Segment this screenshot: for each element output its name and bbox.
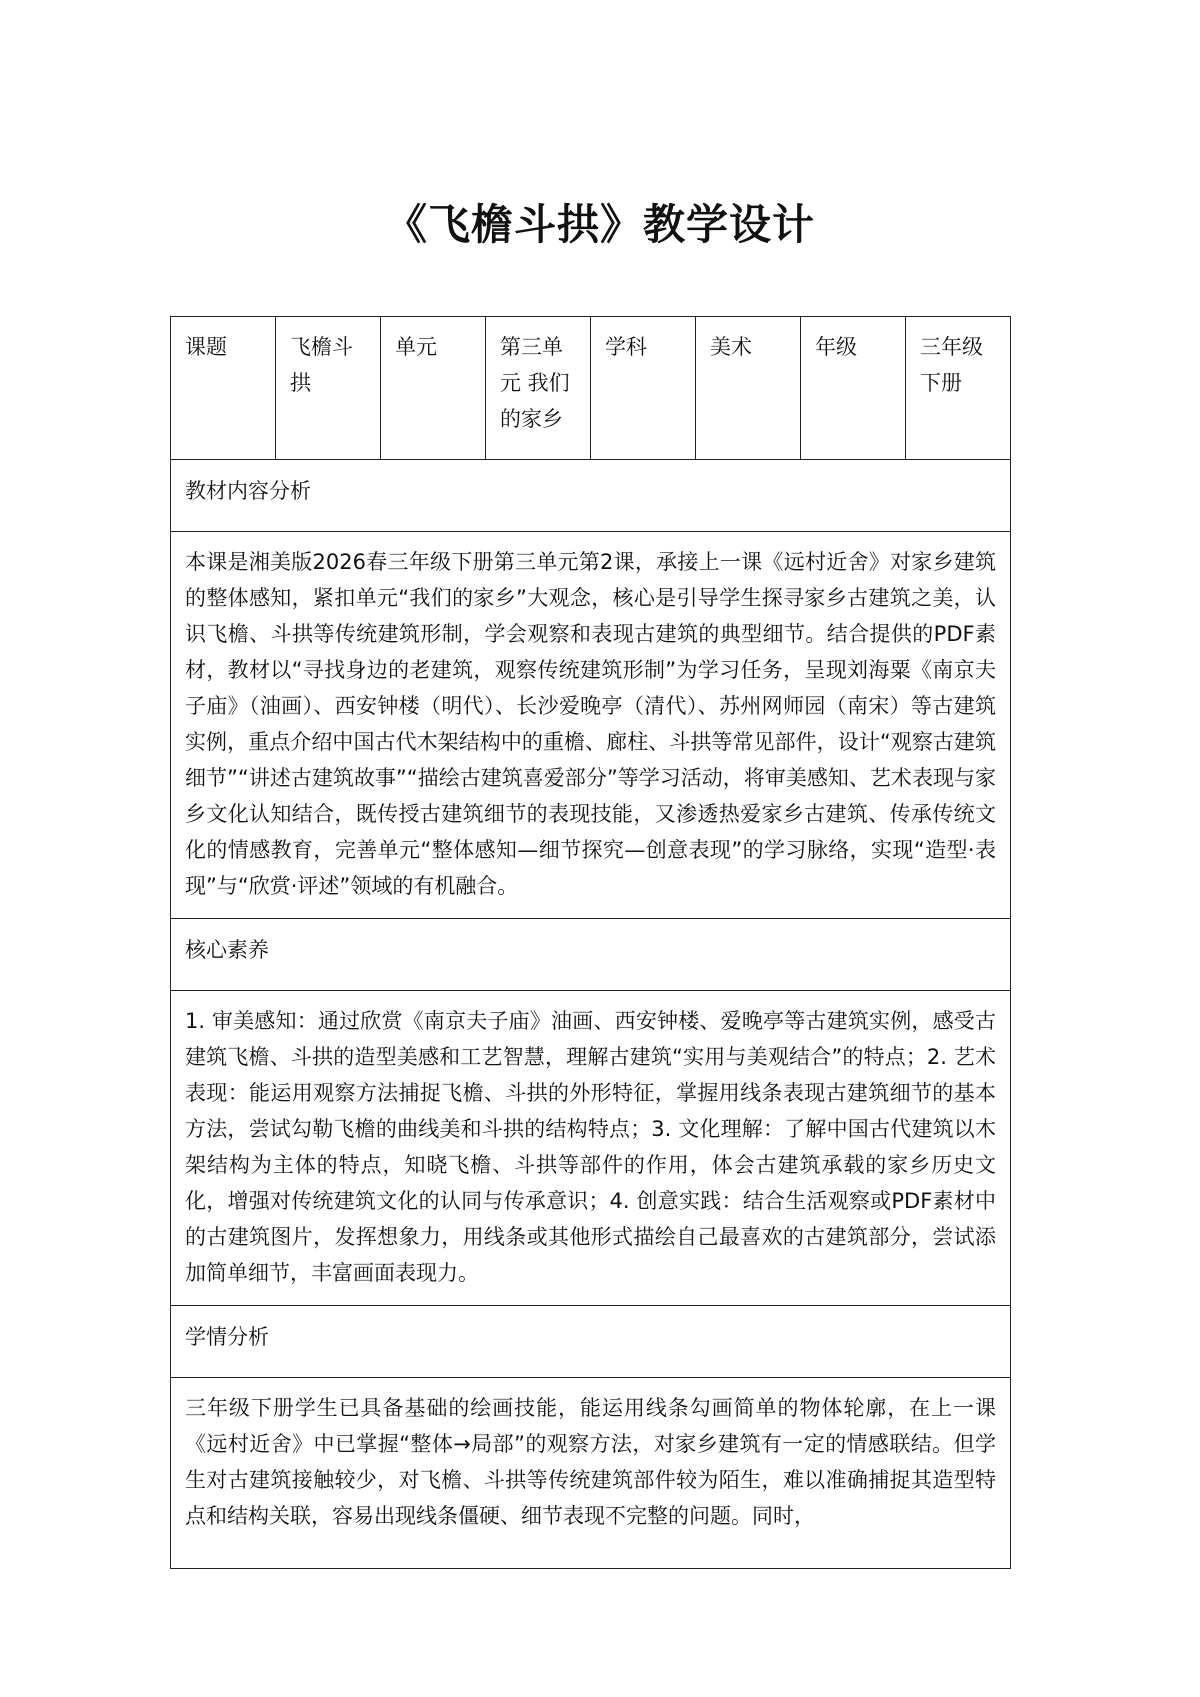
section-heading-textbook-analysis: 教材内容分析 xyxy=(171,460,1011,532)
grade-value: 三年级下册 xyxy=(906,317,1011,460)
unit-label: 单元 xyxy=(381,317,486,460)
section-heading-core-literacy: 核心素养 xyxy=(171,919,1011,991)
section-heading-row xyxy=(171,1306,1011,1378)
section-body-row xyxy=(171,991,1011,1306)
section-body-student-analysis: 三年级下册学生已具备基础的绘画技能，能运用线条勾画简单的物体轮廓，在上一课《远村近舍》中已掌握“整体→局部”的观察方法，对家乡建筑有一定的情感联结。但学生对古建筑接触较少，对飞檐、斗拱等传统建筑部件较为陌生，难以准确捕捉其造型特点和结构关联，容易出现线条僵硬、细节表现不完整的问题。同时， xyxy=(185,1396,996,1528)
section-body-core-literacy: 1. 审美感知：通过欣赏《南京夫子庙》油画、西安钟楼、爱晚亭等古建筑实例，感受古建筑飞檐、斗拱的造型美感和工艺智慧，理解古建筑“实用与美观结合”的特点；2. 艺术表现：能运用观察方法捕捉飞檐、斗拱的外形特征，掌握用线条表现古建筑细节的基本方法，尝试勾勒飞檐的曲线美和斗拱的结构特点；3. 文化理解：了解中国古代建筑以木架结构为主体的特点，知晓飞檐、斗拱等部件的作用，体会古建筑承载的家乡历史文化，增强对传统建筑文化的认同与传承意识；4. 创意实践：结合生活观察或PDF素材中的古建筑图片，发挥想象力，用线条或其他形式描绘自己最喜欢的古建筑部分，尝试添加简单细节，丰富画面表现力。 xyxy=(171,991,1011,1306)
grade-label: 年级 xyxy=(801,317,906,460)
section-body-row xyxy=(171,1378,1011,1569)
section-body-row xyxy=(171,532,1011,919)
section-body-textbook-analysis: 本课是湘美版2026春三年级下册第三单元第2课，承接上一课《远村近舍》对家乡建筑的整体感知，紧扣单元“我们的家乡”大观念，核心是引导学生探寻家乡古建筑之美，认识飞檐、斗拱等传统建筑形制，学会观察和表现古建筑的典型细节。结合提供的PDF素材，教材以“寻找身边的老建筑，观察传统建筑形制”为学习任务，呈现刘海粟《南京夫子庙》（油画）、西安钟楼（明代）、长沙爱晚亭（清代）、苏州网师园（南宋）等古建筑实例，重点介绍中国古代木架结构中的重檐、廊柱、斗拱等常见部件，设计“观察古建筑细节”“讲述古建筑故事”“描绘古建筑喜爱部分”等学习活动，将审美感知、艺术表现与家乡文化认知结合，既传授古建筑细节的表现技能，又渗透热爱家乡古建筑、传承传统文化的情感教育，完善单元“整体感知—细节探究—创意表现”的学习脉络，实现“造型·表现”与“欣赏·评述”领域的有机融合。 xyxy=(171,532,1011,919)
section-body-student-analysis-cell xyxy=(171,1378,1011,1569)
page-title: 《飞檐斗拱》教学设计 xyxy=(384,200,815,249)
section-heading-row xyxy=(171,919,1011,991)
section-heading-student-analysis: 学情分析 xyxy=(171,1306,1011,1378)
unit-value: 第三单元 我们的家乡 xyxy=(486,317,591,460)
meta-row xyxy=(171,317,1011,460)
section-heading-row xyxy=(171,460,1011,532)
topic-label: 课题 xyxy=(171,317,276,460)
subject-value: 美术 xyxy=(696,317,801,460)
lesson-plan-table xyxy=(170,316,1011,1569)
topic-value: 飞檐斗拱 xyxy=(276,317,381,460)
subject-label: 学科 xyxy=(591,317,696,460)
